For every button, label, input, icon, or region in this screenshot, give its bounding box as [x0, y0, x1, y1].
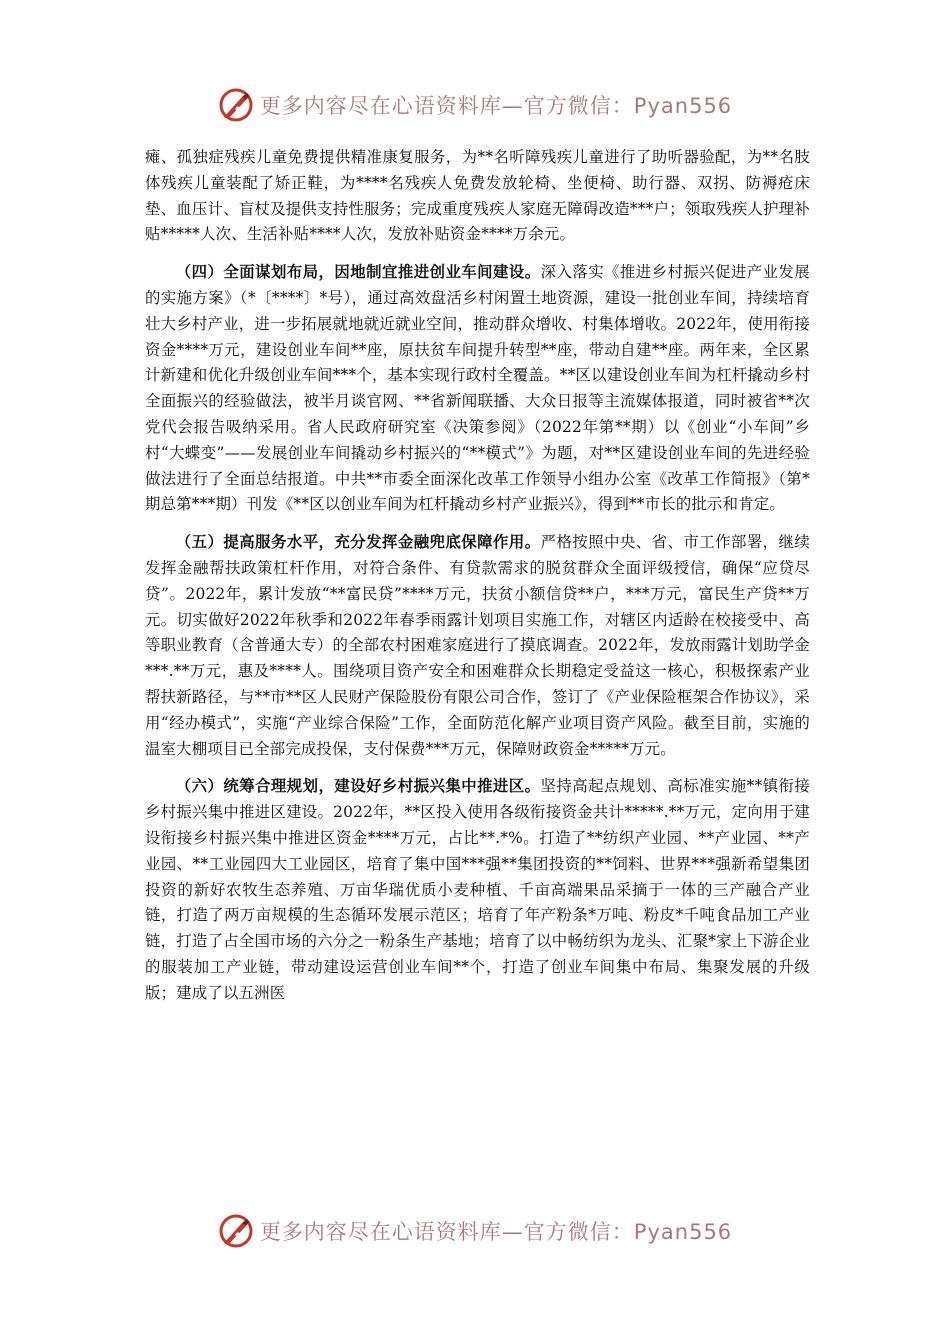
footer-banner [0, 1208, 950, 1254]
footer-banner-text: 更多内容尽在心语资料库—官方微信：Pyan556 [259, 1220, 733, 1244]
header-banner [0, 82, 950, 128]
header-banner-inner [218, 87, 732, 123]
paragraph-section-5 [145, 530, 810, 762]
pen-logo-icon [218, 1213, 254, 1249]
section-5-body: 严格按照中央、省、市工作部署，继续发挥金融帮扶政策杠杆作用，对符合条件、有贷款需求的脱贫群众全面评级授信，确保“应贷尽贷”。2022年，累计发放“**富民贷”****万元，扶贫小额信贷**户，***万元，富民生产贷**万元。切实做好2022年秋季和2022年春季雨露计划项目实施工作，对辖区内适龄在校接受中、高等职业教育（含普通大专）的全部农村困难家庭进行了摸底调查。2022年，发放雨露计划助学金***.**万元，惠及****人。围绕项目资产安全和困难群众长期稳定受益这一核心，积极探索产业帮扶新路径，与**市**区人民财产保险股份有限公司合作，签订了《产业保险框架合作协议》，采用“经办模式”，实施“产业综合保险”工作，全面防范化解产业项目资产风险。截至目前，实施的温室大棚项目已全部完成投保，支付保费***万元，保障财政资金*****万元。 [145, 533, 810, 758]
paragraph-continuation: 瘫、孤独症残疾儿童免费提供精准康复服务，为**名听障残疾儿童进行了助听器验配，为**名肢体残疾儿童装配了矫正鞋，为****名残疾人免费发放轮椅、坐便椅、助行器、双拐、防褥疮床垫、血压计、盲杖及提供支持性服务；完成重度残疾人家庭无障碍改造***户；领取残疾人护理补贴*****人次、生活补贴****人次，发放补贴资金****万余元。 [145, 148, 810, 244]
document-body [145, 145, 810, 1019]
section-4-heading: （四）全面谋划布局，因地制宜推进创业车间建设。 [175, 263, 541, 282]
pen-logo-icon [218, 87, 254, 123]
paragraph-section-6 [145, 774, 810, 1006]
section-5-heading: （五）提高服务水平，充分发挥金融兜底保障作用。 [175, 533, 541, 552]
section-4-body: 深入落实《推进乡村振兴促进产业发展的实施方案》（*〔****〕*号），通过高效盘活乡村闲置土地资源，建设一批创业车间，持续培育壮大乡村产业，进一步拓展就地就近就业空间，推动群众增收、村集体增收。2022年，使用衔接资金****万元，建设创业车间**座，原扶贫车间提升转型**座，带动自建**座。两年来，全区累计新建和优化升级创业车间***个，基本实现行政村全覆盖。**区以建设创业车间为杠杆撬动乡村全面振兴的经验做法，被半月谈官网、**省新闻联播、大众日报等主流媒体报道，同时被省**次党代会报告吸纳采用。省人民政府研究室《决策参阅》（2022年第**期）以《创业“小车间”乡村“大蝶变”——发展创业车间撬动乡村振兴的“**模式”》为题，对**区建设创业车间的先进经验做法进行了全面总结报道。中共**市委全面深化改革工作领导小组办公室《改革工作简报》（第*期总第***期）刊发《**区以创业车间为杠杆撬动乡村产业振兴》，得到**市长的批示和肯定。 [145, 263, 810, 514]
header-banner-text: 更多内容尽在心语资料库—官方微信：Pyan556 [259, 94, 733, 118]
footer-banner-inner [218, 1213, 732, 1249]
section-6-body: 坚持高起点规划、高标准实施**镇衔接乡村振兴集中推进区建设。2022年，**区投入使用各级衔接资金共计*****.**万元，定向用于建设衔接乡村振兴集中推进区资金****万元，占比**.*%。打造了**纺织产业园、**产业园、**产业园、**工业园四大工业园区，培育了集中国***强**集团投资的**饲料、世界***强新希望集团投资的新好农牧生态养殖、万亩华瑞优质小麦种植、千亩高端果品采摘于一体的三产融合产业链，打造了两万亩规模的生态循环发展示范区；培育了年产粉条*万吨、粉皮*千吨食品加工产业链，打造了占全国市场的六分之一粉条生产基地；培育了以中畅纺织为龙头、汇聚*家上下游企业的服装加工产业链，带动建设运营创业车间**个，打造了创业车间集中布局、集聚发展的升级版；建成了以五洲医 [145, 777, 810, 1002]
section-6-heading: （六）统筹合理规划，建设好乡村振兴集中推进区。 [175, 777, 541, 796]
paragraph-section-4 [145, 260, 810, 518]
